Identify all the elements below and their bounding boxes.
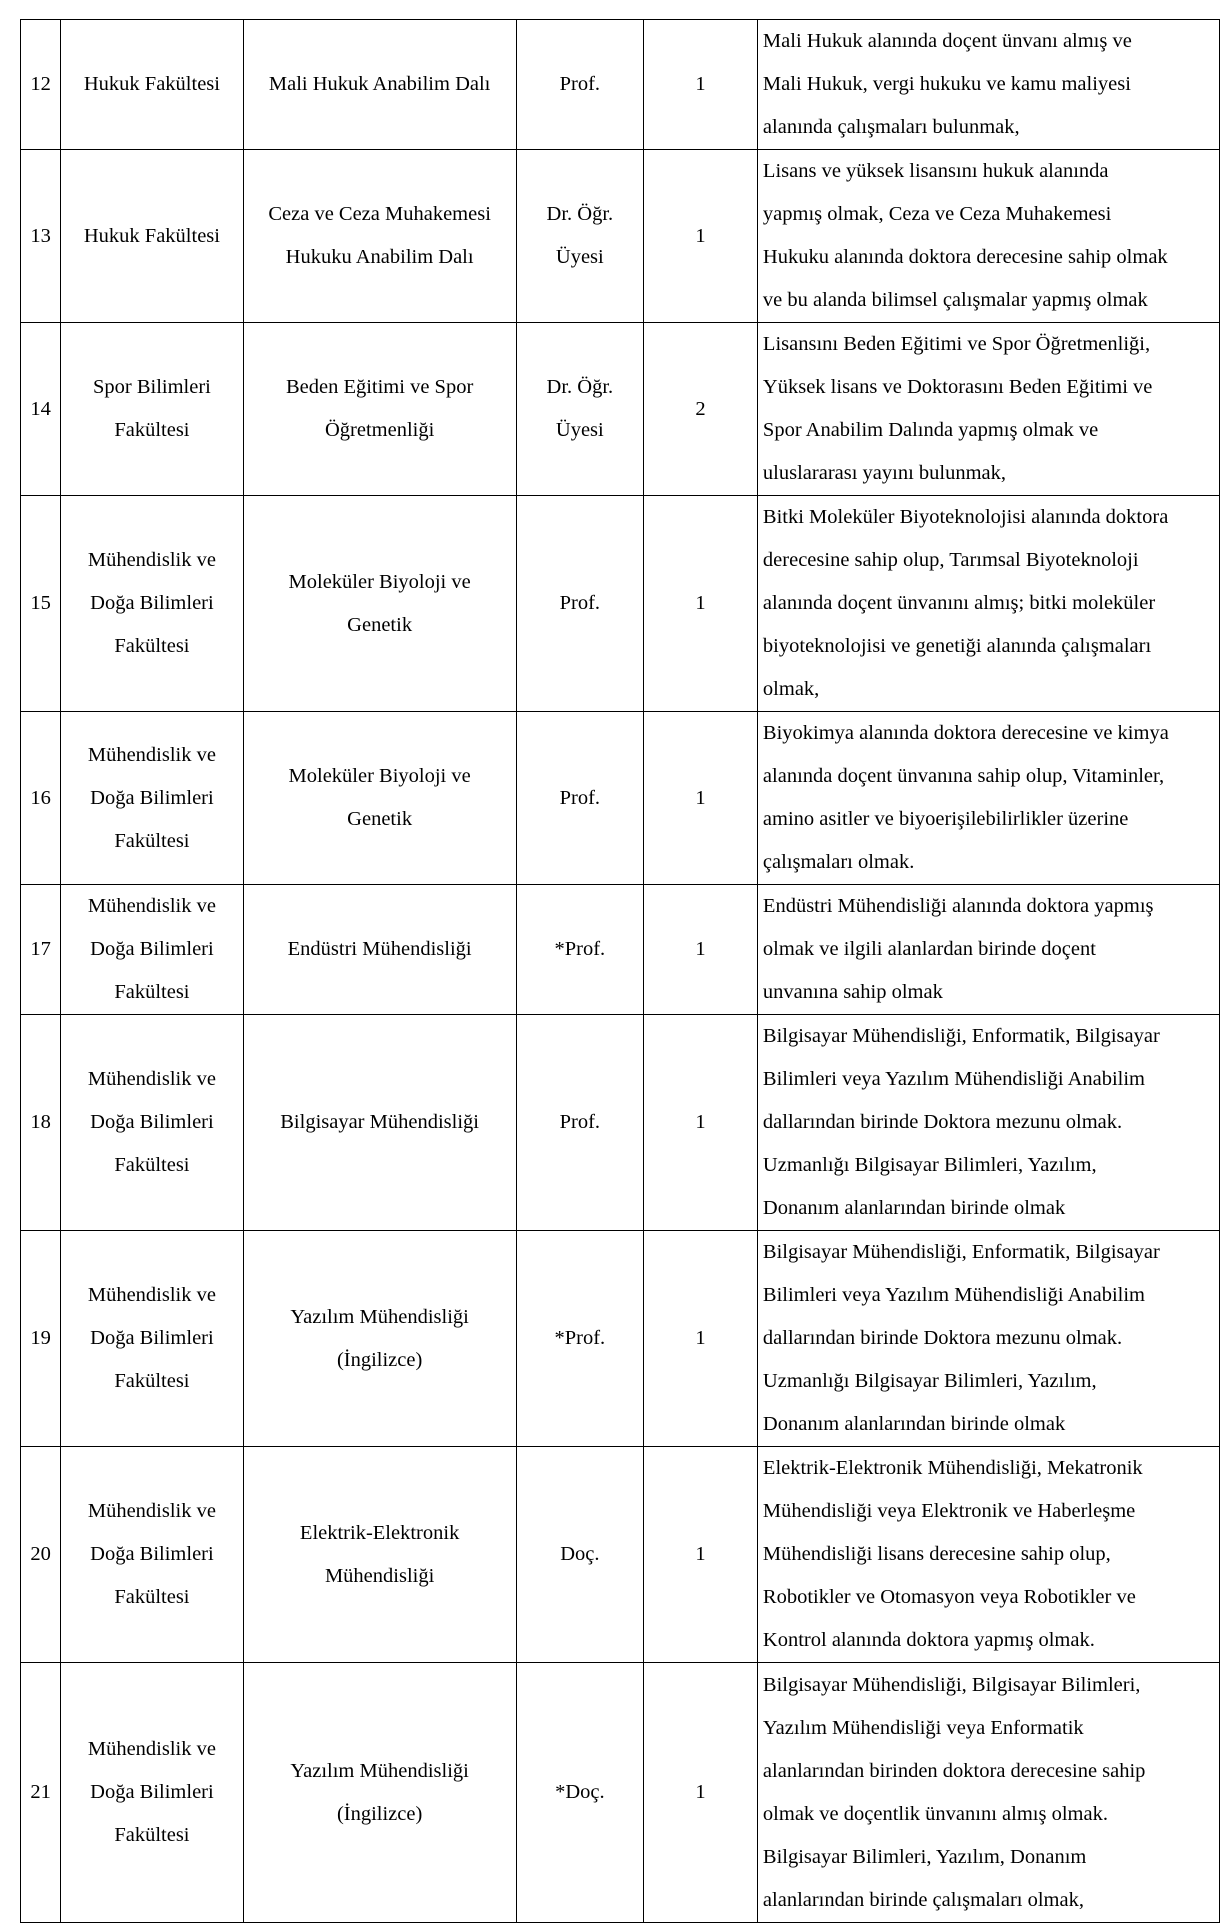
- department-cell: [243, 150, 516, 323]
- row-number: 21: [21, 1663, 61, 1923]
- department-cell-line: Genetik: [347, 808, 413, 830]
- requirements-cell-line: derecesine sahip olup, Tarımsal Biyoteknoloji: [762, 549, 1139, 571]
- department-cell: [243, 1231, 516, 1447]
- title-cell-line: Prof.: [559, 1111, 601, 1133]
- department-cell-line: Moleküler Biyoloji ve: [288, 765, 471, 787]
- faculty-cell-line: Fakültesi: [114, 829, 190, 852]
- requirements-cell-line: alanlarından birinde çalışmaları olmak,: [762, 1888, 1084, 1911]
- requirements-cell-line: Donanım alanlarından birinde olmak: [762, 1413, 1066, 1435]
- row-number: 12: [21, 20, 61, 150]
- table-row: [21, 712, 1220, 885]
- faculty-cell-line: Doğa Bilimleri: [90, 938, 214, 960]
- row-number: 13: [21, 150, 61, 323]
- requirements-cell-line: olmak ve doçentlik ünvanını almış olmak.: [762, 1802, 1108, 1825]
- position-count: 1: [644, 1231, 758, 1447]
- requirements-cell-line: çalışmaları olmak.: [762, 851, 915, 873]
- department-cell-line: Genetik: [347, 613, 413, 636]
- row-number: 14: [21, 323, 61, 496]
- requirements-cell-line: Mühendisliği lisans derecesine sahip olup,: [762, 1543, 1111, 1565]
- table-body: [21, 20, 1220, 1923]
- title-cell-line: Dr. Öğr.: [546, 203, 614, 225]
- title-cell: [516, 150, 644, 323]
- faculty-cell-line: Fakültesi: [114, 635, 190, 657]
- requirements-cell: [757, 1447, 1219, 1663]
- department-cell: [243, 20, 516, 150]
- title-cell-line: *Doç.: [555, 1781, 605, 1803]
- requirements-cell: [757, 496, 1219, 712]
- requirements-cell-line: Mali Hukuk alanında doçent ünvanı almış ve: [762, 30, 1132, 52]
- title-cell: [516, 1663, 644, 1923]
- table-row: [21, 496, 1220, 712]
- title-cell-line: *Prof.: [554, 1327, 606, 1349]
- faculty-cell: [61, 885, 244, 1015]
- title-cell-line: Prof.: [559, 786, 601, 809]
- faculty-cell: [61, 1231, 244, 1447]
- table-row: [21, 323, 1220, 496]
- requirements-cell: [757, 1663, 1219, 1923]
- row-number: 20: [21, 1447, 61, 1663]
- requirements-cell-line: alanında doçent ünvanını almış; bitki moleküler: [762, 592, 1156, 614]
- faculty-cell-line: Spor Bilimleri: [92, 376, 211, 398]
- title-cell-line: Dr. Öğr.: [546, 376, 614, 398]
- department-cell-line: Öğretmenliği: [324, 419, 435, 441]
- requirements-cell-line: Spor Anabilim Dalında yapmış olmak ve: [762, 419, 1099, 441]
- department-cell-line: Elektrik-Elektronik: [299, 1521, 460, 1544]
- faculty-cell: [61, 150, 244, 323]
- requirements-cell-line: Yazılım Mühendisliği veya Enformatik: [762, 1716, 1084, 1739]
- requirements-cell-line: Uzmanlığı Bilgisayar Bilimleri, Yazılım,: [762, 1370, 1097, 1392]
- requirements-cell-line: uluslararası yayını bulunmak,: [762, 462, 1007, 484]
- department-cell-line: Mühendisliği: [324, 1564, 435, 1587]
- requirements-cell: [757, 712, 1219, 885]
- requirements-cell-line: Bilimleri veya Yazılım Mühendisliği Anabilim: [762, 1068, 1146, 1090]
- faculty-cell: [61, 496, 244, 712]
- requirements-cell-line: Robotikler ve Otomasyon veya Robotikler ve: [762, 1586, 1136, 1608]
- faculty-cell: [61, 20, 244, 150]
- table-row: [21, 150, 1220, 323]
- department-cell: [243, 712, 516, 885]
- position-table: [20, 19, 1220, 1923]
- table-row: [21, 885, 1220, 1015]
- row-number: 15: [21, 496, 61, 712]
- position-count: 1: [644, 20, 758, 150]
- title-cell-line: *Prof.: [554, 938, 606, 960]
- department-cell: [243, 1447, 516, 1663]
- requirements-cell-line: Kontrol alanında doktora yapmış olmak.: [762, 1629, 1095, 1651]
- faculty-cell: [61, 1663, 244, 1923]
- requirements-cell-line: dallarından birinde Doktora mezunu olmak.: [762, 1111, 1123, 1133]
- faculty-cell-line: Doğa Bilimleri: [90, 1543, 214, 1565]
- requirements-cell-line: Elektrik-Elektronik Mühendisliği, Mekatronik: [762, 1457, 1143, 1479]
- requirements-cell-line: Donanım alanlarından birinde olmak: [762, 1197, 1066, 1219]
- row-number: 17: [21, 885, 61, 1015]
- department-cell-line: Moleküler Biyoloji ve: [288, 570, 471, 593]
- faculty-cell-line: Hukuk Fakültesi: [83, 73, 220, 95]
- department-cell-line: Ceza ve Ceza Muhakemesi: [268, 203, 491, 225]
- requirements-cell-line: Bilimleri veya Yazılım Mühendisliği Anabilim: [762, 1284, 1146, 1306]
- faculty-cell-line: Doğa Bilimleri: [90, 786, 214, 809]
- faculty-cell-line: Doğa Bilimleri: [90, 1327, 214, 1349]
- department-cell: [243, 1663, 516, 1923]
- department-cell-line: Yazılım Mühendisliği: [290, 1305, 469, 1328]
- title-cell: [516, 1447, 644, 1663]
- table-row: [21, 1663, 1220, 1923]
- requirements-cell-line: Bitki Moleküler Biyoteknolojisi alanında doktora: [762, 506, 1169, 528]
- faculty-cell: [61, 323, 244, 496]
- title-cell: [516, 1015, 644, 1231]
- title-cell-line: Üyesi: [555, 419, 604, 441]
- requirements-cell-line: Bilgisayar Mühendisliği, Bilgisayar Bilimleri,: [762, 1673, 1141, 1696]
- requirements-cell: [757, 323, 1219, 496]
- requirements-cell-line: Mali Hukuk, vergi hukuku ve kamu maliyesi: [762, 73, 1131, 95]
- position-count: 1: [644, 1447, 758, 1663]
- requirements-cell-line: Hukuku alanında doktora derecesine sahip olmak: [762, 246, 1168, 268]
- faculty-cell-line: Mühendislik ve: [87, 1738, 216, 1760]
- table-row: [21, 1231, 1220, 1447]
- requirements-cell-line: yapmış olmak, Ceza ve Ceza Muhakemesi: [762, 203, 1112, 225]
- requirements-cell-line: Yüksek lisans ve Doktorasını Beden Eğitimi ve: [762, 376, 1153, 398]
- department-cell-line: Endüstri Mühendisliği: [287, 938, 472, 960]
- faculty-cell-line: Mühendislik ve: [87, 549, 216, 571]
- faculty-cell-line: Doğa Bilimleri: [90, 1781, 214, 1803]
- title-cell: [516, 885, 644, 1015]
- requirements-cell-line: Biyokimya alanında doktora derecesine ve kimya: [762, 722, 1169, 744]
- faculty-cell-line: Hukuk Fakültesi: [83, 224, 220, 247]
- position-count: 1: [644, 885, 758, 1015]
- requirements-cell-line: olmak ve ilgili alanlardan birinde doçent: [762, 938, 1096, 960]
- position-count: 1: [644, 496, 758, 712]
- position-count: 1: [644, 1663, 758, 1923]
- requirements-cell-line: dallarından birinde Doktora mezunu olmak.: [762, 1327, 1123, 1349]
- faculty-cell-line: Fakültesi: [114, 419, 190, 441]
- department-cell-line: (İngilizce): [336, 1802, 423, 1825]
- faculty-cell-line: Mühendislik ve: [87, 1068, 216, 1090]
- title-cell: [516, 496, 644, 712]
- faculty-cell: [61, 1015, 244, 1231]
- requirements-cell-line: Lisans ve yüksek lisansını hukuk alanında: [762, 160, 1109, 182]
- department-cell-line: Bilgisayar Mühendisliği: [280, 1111, 479, 1133]
- requirements-cell-line: alanında çalışmaları bulunmak,: [762, 116, 1020, 138]
- requirements-cell-line: Bilgisayar Mühendisliği, Enformatik, Bilgisayar: [762, 1241, 1160, 1263]
- requirements-cell-line: Bilgisayar Mühendisliği, Enformatik, Bilgisayar: [762, 1025, 1160, 1047]
- requirements-cell: [757, 20, 1219, 150]
- title-cell: [516, 1231, 644, 1447]
- requirements-cell-line: Uzmanlığı Bilgisayar Bilimleri, Yazılım,: [762, 1154, 1097, 1176]
- requirements-cell: [757, 1231, 1219, 1447]
- title-cell-line: Doç.: [560, 1543, 600, 1565]
- requirements-cell-line: Mühendisliği veya Elektronik ve Haberleşme: [762, 1500, 1136, 1522]
- position-count: 1: [644, 1015, 758, 1231]
- requirements-cell-line: olmak,: [762, 678, 820, 700]
- faculty-cell-line: Mühendislik ve: [87, 1284, 216, 1306]
- position-count: 1: [644, 712, 758, 885]
- department-cell-line: Beden Eğitimi ve Spor: [285, 376, 474, 398]
- requirements-cell-line: alanında doçent ünvanına sahip olup, Vitaminler,: [762, 765, 1165, 787]
- requirements-cell-line: amino asitler ve biyoerişilebilirlikler üzerine: [762, 808, 1129, 830]
- faculty-cell-line: Fakültesi: [114, 1824, 190, 1846]
- department-cell: [243, 496, 516, 712]
- faculty-cell-line: Fakültesi: [114, 1586, 190, 1608]
- faculty-cell-line: Fakültesi: [114, 1370, 190, 1392]
- title-cell-line: Üyesi: [555, 246, 604, 268]
- requirements-cell-line: alanlarından birinden doktora derecesine sahip: [762, 1759, 1146, 1782]
- department-cell-line: Yazılım Mühendisliği: [290, 1759, 469, 1782]
- department-cell-line: Mali Hukuk Anabilim Dalı: [268, 73, 491, 95]
- faculty-cell-line: Fakültesi: [114, 1154, 190, 1176]
- faculty-cell: [61, 712, 244, 885]
- title-cell-line: Prof.: [559, 73, 601, 95]
- position-count: 2: [644, 323, 758, 496]
- faculty-cell-line: Fakültesi: [114, 981, 190, 1003]
- title-cell: [516, 20, 644, 150]
- title-cell: [516, 323, 644, 496]
- faculty-cell-line: Mühendislik ve: [87, 1500, 216, 1522]
- requirements-cell-line: Lisansını Beden Eğitimi ve Spor Öğretmenliği,: [762, 333, 1151, 355]
- row-number: 19: [21, 1231, 61, 1447]
- requirements-cell: [757, 150, 1219, 323]
- requirements-cell: [757, 885, 1219, 1015]
- position-count: 1: [644, 150, 758, 323]
- faculty-cell-line: Mühendislik ve: [87, 895, 216, 917]
- requirements-cell-line: biyoteknolojisi ve genetiği alanında çalışmaları: [762, 635, 1152, 657]
- table-row: [21, 20, 1220, 150]
- table-row: [21, 1447, 1220, 1663]
- requirements-cell: [757, 1015, 1219, 1231]
- row-number: 16: [21, 712, 61, 885]
- requirements-cell-line: Bilgisayar Bilimleri, Yazılım, Donanım: [762, 1845, 1087, 1868]
- requirements-cell-line: ve bu alanda bilimsel çalışmalar yapmış olmak: [762, 289, 1148, 311]
- department-cell: [243, 885, 516, 1015]
- faculty-cell-line: Mühendislik ve: [87, 743, 216, 766]
- faculty-cell: [61, 1447, 244, 1663]
- department-cell: [243, 323, 516, 496]
- requirements-cell-line: unvanına sahip olmak: [762, 981, 943, 1003]
- faculty-cell-line: Doğa Bilimleri: [90, 1111, 214, 1133]
- row-number: 18: [21, 1015, 61, 1231]
- department-cell-line: Hukuku Anabilim Dalı: [285, 246, 474, 268]
- department-cell-line: (İngilizce): [336, 1348, 423, 1371]
- title-cell: [516, 712, 644, 885]
- department-cell: [243, 1015, 516, 1231]
- faculty-cell-line: Doğa Bilimleri: [90, 592, 214, 614]
- table-row: [21, 1015, 1220, 1231]
- requirements-cell-line: Endüstri Mühendisliği alanında doktora yapmış: [762, 895, 1154, 917]
- title-cell-line: Prof.: [559, 592, 601, 614]
